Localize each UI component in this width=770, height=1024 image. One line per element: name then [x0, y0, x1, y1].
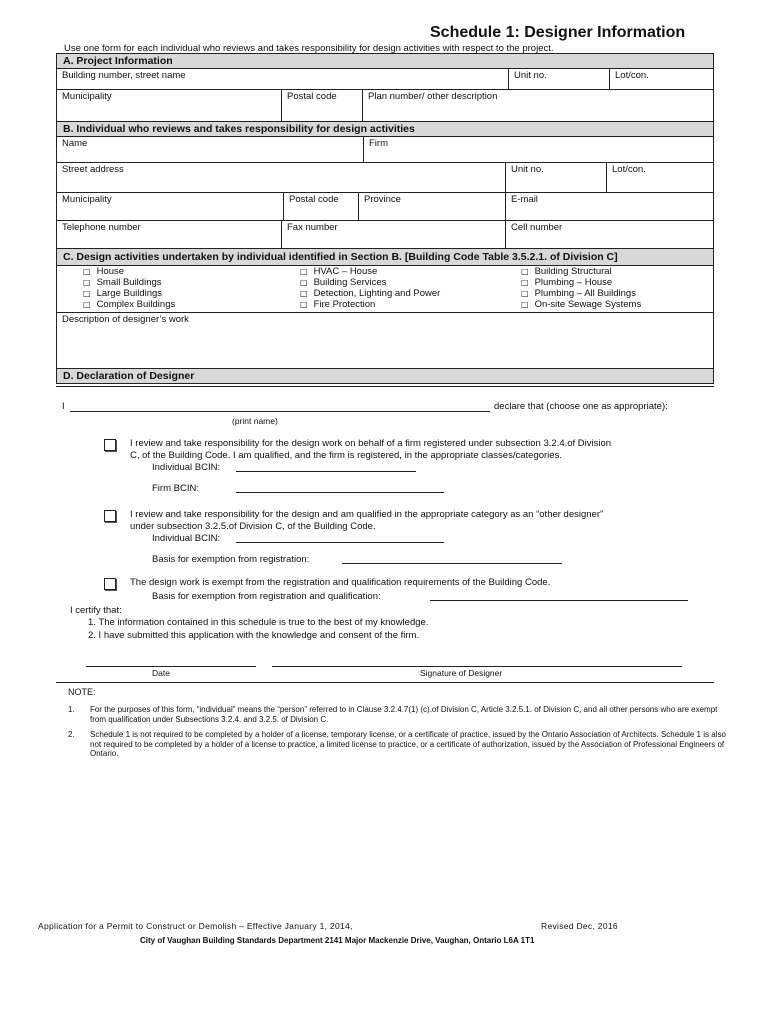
certify-label: I certify that: — [70, 605, 122, 616]
declare-label: declare that (choose one as appropriate): — [494, 401, 668, 412]
option2-line1: I review and take responsibility for the design and am qualified in the appropriate category as an “other designer” — [130, 509, 604, 520]
activity-checkbox-item[interactable] — [521, 277, 641, 288]
footer-revised: Revised Dec, 2016 — [541, 921, 618, 931]
option1-line2: C, of the Building Code. I am qualified, and the firm is registered, in the appropriate classes/categories. — [130, 450, 562, 461]
section-d-header: D. Declaration of Designer — [57, 369, 713, 383]
option1-checkbox[interactable] — [104, 439, 116, 451]
activity-checkbox-item[interactable] — [521, 299, 641, 310]
signature-label: Signature of Designer — [420, 668, 503, 678]
municipality-field-b[interactable]: Municipality — [57, 193, 284, 220]
plan-field[interactable]: Plan number/ other description — [368, 91, 498, 102]
street-field[interactable]: Street address — [57, 163, 506, 192]
unit-field[interactable]: Unit no. — [509, 69, 610, 89]
checkbox-icon[interactable]: □ — [521, 267, 529, 276]
option3-checkbox[interactable] — [104, 578, 116, 590]
signature-line[interactable] — [272, 666, 682, 667]
date-line[interactable] — [86, 666, 256, 667]
checkbox-icon[interactable]: □ — [83, 300, 91, 309]
fax-field[interactable]: Fax number — [282, 221, 506, 248]
basis-label: Basis for exemption from registration: — [152, 554, 310, 565]
activity-label: Plumbing – House — [534, 277, 613, 288]
activity-label: On-site Sewage Systems — [534, 299, 642, 310]
activity-label: House — [96, 266, 125, 277]
activity-checkbox-item[interactable] — [83, 288, 175, 299]
section-d-bottom-rule — [56, 682, 714, 683]
activity-checkbox-item[interactable] — [83, 299, 175, 310]
checkbox-icon[interactable]: □ — [521, 278, 529, 287]
section-d-top-rule — [56, 386, 714, 387]
note-2-text: Schedule 1 is not required to be completed by a holder of a license, temporary license, or a certificate of practice, issued by the Ontario Association of Architects. Schedule 1 is also not required to be completed by a holder of a license to practice, a limited license to practice, or a certificate of authorization, issued by the Association of Professional Engineers of Ontario. — [90, 730, 726, 758]
option1-line1: I review and take responsibility for the design work on behalf of a firm registered under subsection 3.2.4.of Division — [130, 438, 612, 449]
activity-label: Complex Buildings — [96, 299, 176, 310]
lot-field-b[interactable]: Lot/con. — [612, 164, 646, 175]
individual-bcin-line[interactable] — [236, 471, 416, 472]
section-c-header: C. Design activities undertaken by individual identified in Section B. [Building Code Table 3.5.2.1. of Division C] — [57, 249, 713, 266]
postal-field-b[interactable]: Postal code — [284, 193, 359, 220]
option3-text: The design work is exempt from the registration and qualification requirements of the Building Code. — [130, 577, 551, 588]
activity-label: Small Buildings — [96, 277, 162, 288]
building-field[interactable]: Building number, street name — [57, 69, 509, 89]
checkbox-icon[interactable]: □ — [83, 267, 91, 276]
activities-column-2 — [300, 266, 440, 310]
unit-field-b[interactable]: Unit no. — [506, 163, 607, 192]
checkbox-icon[interactable]: □ — [521, 289, 529, 298]
activity-checkbox-item[interactable] — [521, 288, 641, 299]
lot-field[interactable]: Lot/con. — [615, 70, 649, 81]
page-subtitle: Use one form for each individual who reviews and takes responsibility for design activities with respect to the project. — [64, 43, 554, 54]
activity-label: Fire Protection — [313, 299, 376, 310]
activity-checkbox-item[interactable] — [300, 266, 440, 277]
checkbox-icon[interactable]: □ — [300, 267, 308, 276]
activity-checkbox-item[interactable] — [83, 277, 175, 288]
page-title: Schedule 1: Designer Information — [430, 24, 686, 41]
print-name-caption: (print name) — [232, 416, 278, 426]
activity-label: Large Buildings — [96, 288, 163, 299]
activity-label: Plumbing – All Buildings — [534, 288, 636, 299]
checkbox-icon[interactable]: □ — [521, 300, 529, 309]
section-a-header: A. Project Information — [57, 54, 713, 69]
activity-checkbox-item[interactable] — [300, 277, 440, 288]
section-b-row2 — [57, 163, 713, 193]
section-a-row1 — [57, 69, 713, 90]
print-name-line[interactable] — [70, 411, 490, 412]
individual-bcin2-line[interactable] — [236, 542, 444, 543]
section-b-header: B. Individual who reviews and takes responsibility for design activities — [57, 122, 713, 137]
postal-field[interactable]: Postal code — [282, 90, 363, 121]
certify-item-2: 2. I have submitted this application with the knowledge and consent of the firm. — [88, 630, 420, 641]
footer-form-title: Application for a Permit to Construct or Demolish – Effective January 1, 2014, — [38, 921, 353, 931]
activity-label: Detection, Lighting and Power — [313, 288, 441, 299]
certify-item-1: 1. The information contained in this schedule is true to the best of my knowledge. — [88, 617, 429, 628]
section-b-row1 — [57, 137, 713, 163]
firm-bcin-label: Firm BCIN: — [152, 483, 199, 494]
municipality-field[interactable]: Municipality — [57, 90, 282, 121]
i-label: I — [62, 401, 65, 412]
activity-label: Building Services — [313, 277, 387, 288]
section-c-activities — [57, 266, 713, 313]
activity-checkbox-item[interactable] — [300, 288, 440, 299]
activities-column-1 — [83, 266, 175, 310]
activity-label: Building Structural — [534, 266, 612, 277]
checkbox-icon[interactable]: □ — [83, 278, 91, 287]
basis2-line[interactable] — [430, 600, 688, 601]
checkbox-icon[interactable]: □ — [83, 289, 91, 298]
activities-column-3 — [521, 266, 641, 310]
activity-checkbox-item[interactable] — [521, 266, 641, 277]
basis2-label: Basis for exemption from registration and qualification: — [152, 591, 381, 602]
section-b-row3 — [57, 193, 713, 221]
form-table — [56, 53, 714, 384]
date-label: Date — [152, 668, 170, 678]
checkbox-icon[interactable]: □ — [300, 289, 308, 298]
note-label: NOTE: — [68, 687, 96, 697]
note-1-text: For the purposes of this form, “individual” means the “person” referred to in Clause 3.2.4.7(1) (c).of Division C, Article 3.2.5.1. of Division C, and all other persons who are exempt from qualification under Subsections 3.2.4. and 3.2.5. of Division C. — [90, 705, 718, 724]
checkbox-icon[interactable]: □ — [300, 278, 308, 287]
email-field[interactable]: E-mail — [511, 194, 538, 205]
option2-line2: under subsection 3.2.5.of Division C, of the Building Code. — [130, 521, 376, 532]
telephone-field[interactable]: Telephone number — [57, 221, 282, 248]
individual-bcin-label: Individual BCIN: — [152, 462, 221, 473]
checkbox-icon[interactable]: □ — [300, 300, 308, 309]
individual-bcin2-label: Individual BCIN: — [152, 533, 221, 544]
activity-label: HVAC – House — [313, 266, 378, 277]
cell-field[interactable]: Cell number — [511, 222, 563, 233]
footer-address: City of Vaughan Building Standards Department 2141 Major Mackenzie Drive, Vaughan, Ontario L6A 1T1 — [140, 936, 535, 945]
section-b-row4 — [57, 221, 713, 249]
activity-checkbox-item[interactable] — [300, 299, 440, 310]
basis-line[interactable] — [342, 563, 562, 564]
name-field[interactable]: Name — [57, 137, 364, 162]
firm-bcin-line[interactable] — [236, 492, 444, 493]
option2-checkbox[interactable] — [104, 510, 116, 522]
section-c-description-row — [57, 313, 713, 369]
note-1-number: 1. — [68, 705, 75, 714]
firm-field[interactable]: Firm — [369, 138, 388, 149]
description-field[interactable]: Description of designer’s work — [62, 314, 189, 325]
note-2-number: 2. — [68, 730, 75, 739]
activity-checkbox-item[interactable] — [83, 266, 175, 277]
section-a-row2 — [57, 90, 713, 122]
province-field[interactable]: Province — [359, 193, 506, 220]
